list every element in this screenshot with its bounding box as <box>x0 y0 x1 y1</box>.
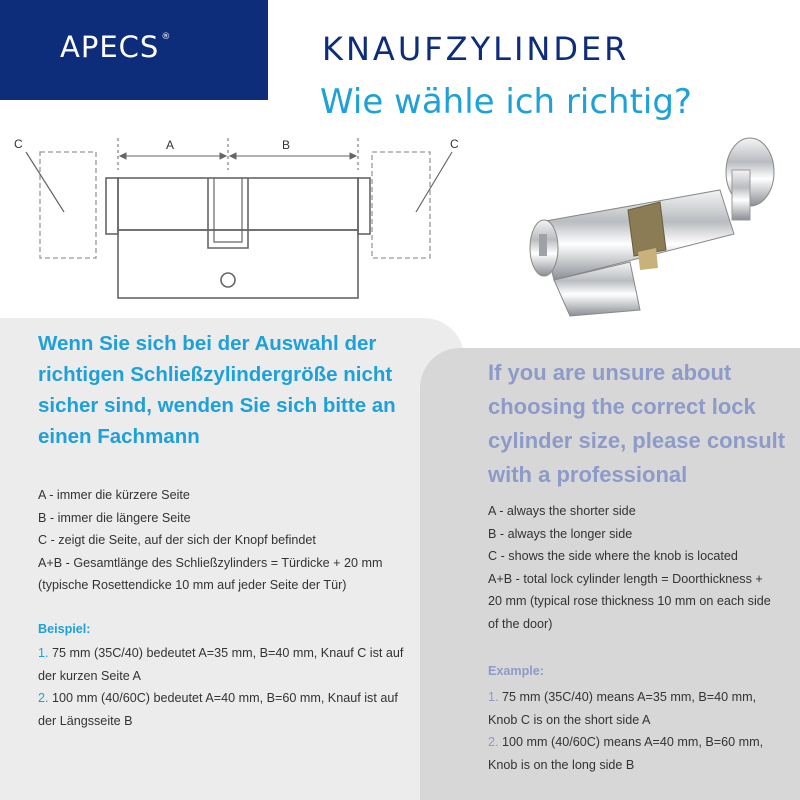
example-number: 2. <box>488 735 499 749</box>
english-example-label: Example: <box>488 664 544 678</box>
definition-item: B - always the longer side <box>488 526 633 541</box>
definition-item: A - always the shorter side <box>488 504 636 518</box>
definition-item: C - shows the side where the knob is located <box>488 549 738 563</box>
label-c-left: C <box>14 137 23 151</box>
example-item <box>488 686 778 731</box>
definition-item: B - immer die längere Seite <box>38 510 191 525</box>
example-text: 75 mm (35C/40) bedeutet A=35 mm, B=40 mm, Knauf C ist auf der kurzen Seite A <box>38 646 404 683</box>
page-subtitle: Wie wähle ich richtig? <box>320 82 692 122</box>
registered-mark: ® <box>161 32 172 42</box>
cylinder-diagram <box>0 130 480 310</box>
german-definitions <box>38 484 408 597</box>
example-text: 75 mm (35C/40) means A=35 mm, B=40 mm, Knob C is on the short side A <box>488 690 757 727</box>
example-item <box>488 731 778 776</box>
definition-item: A+B - total lock cylinder length = Doorthickness + 20 mm (typical rose thickness 10 mm on each side of the door) <box>488 571 771 631</box>
brand-logo <box>60 30 171 64</box>
brand-logo-text: APECS <box>60 30 160 64</box>
german-examples <box>38 642 408 732</box>
brand-logo-box <box>0 0 268 100</box>
definition-item: C - zeigt die Seite, auf der sich der Knopf befindet <box>38 533 316 547</box>
brass-cam <box>628 202 666 256</box>
definition-item: A+B - Gesamtlänge des Schließzylinders = Türdicke + 20 mm (typische Rosettendicke 10 mm auf jeder Seite der Tür) <box>38 555 383 592</box>
english-heading: If you are unsure about choosing the correct lock cylinder size, please consult with a professional <box>488 360 786 487</box>
example-number: 2. <box>38 691 49 705</box>
example-number: 1. <box>38 646 49 660</box>
label-b: B <box>282 138 291 152</box>
german-heading: Wenn Sie sich bei der Auswahl der richtigen Schließzylindergröße nicht sicher sind, wenden Sie sich bitte an einen Fachmann <box>38 332 396 448</box>
knob-outline-right <box>372 152 430 258</box>
lock-cylinder-illustration <box>510 130 800 330</box>
english-definitions <box>488 500 778 635</box>
example-text: 100 mm (40/60C) means A=40 mm, B=60 mm, Knob is on the long side B <box>488 735 764 772</box>
knob-outline-left <box>40 152 96 258</box>
label-a: A <box>166 138 175 152</box>
example-item <box>38 687 408 732</box>
page-title: KNAUFZYLINDER <box>322 30 630 68</box>
english-examples <box>488 686 778 776</box>
german-example-label: Beispiel: <box>38 622 91 636</box>
screw-hole <box>221 273 235 287</box>
cylinder-lower-outline <box>118 230 358 298</box>
definition-item: A - immer die kürzere Seite <box>38 488 190 502</box>
example-text: 100 mm (40/60C) bedeutet A=40 mm, B=60 mm, Knauf ist auf der Längsseite B <box>38 691 398 728</box>
cylinder-body-outline <box>118 178 358 230</box>
label-c-right: C <box>450 137 459 151</box>
example-number: 1. <box>488 690 499 704</box>
example-item <box>38 642 408 687</box>
